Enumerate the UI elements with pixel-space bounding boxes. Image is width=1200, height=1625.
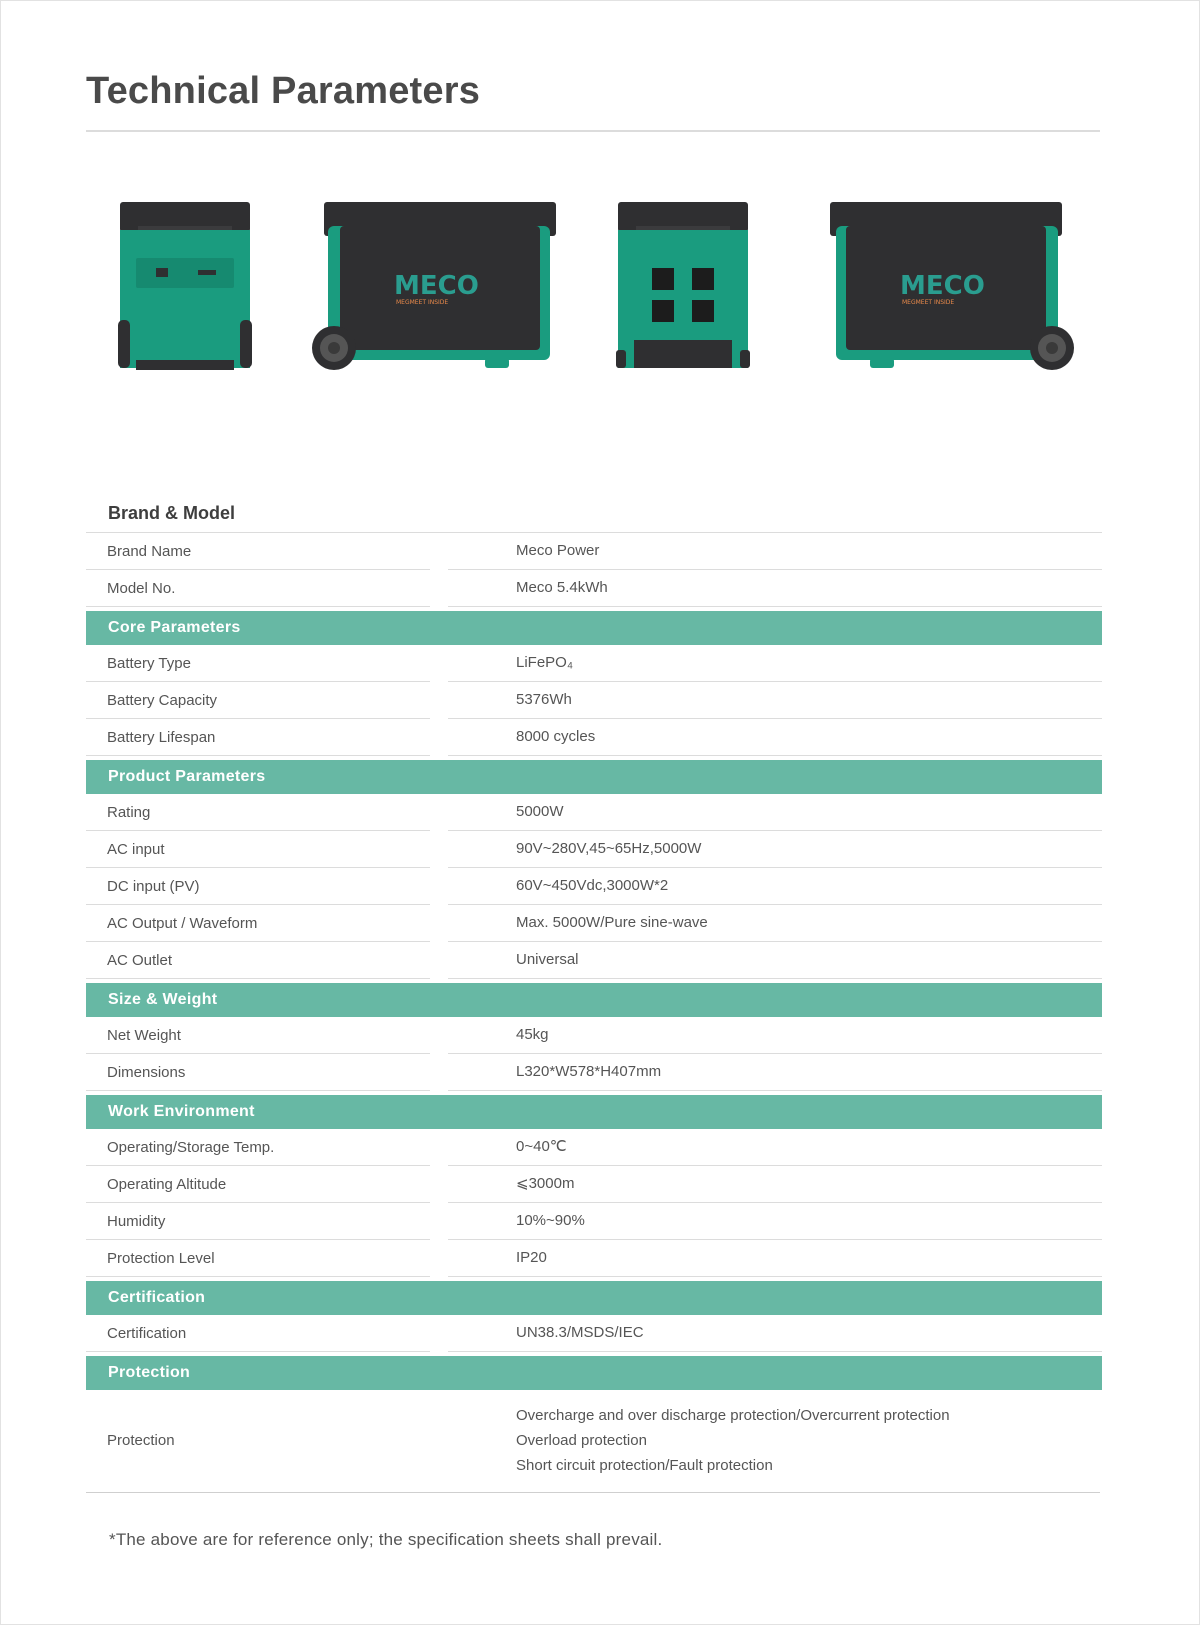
row-value-line: Short circuit protection/Fault protection [516, 1457, 773, 1474]
section-header-core: Core Parameters [86, 611, 1102, 645]
row-label: DC input (PV) [86, 868, 430, 905]
section-header-product: Product Parameters [86, 760, 1102, 794]
table-row [86, 942, 1102, 979]
product-image-back [614, 200, 752, 372]
row-label: Dimensions [86, 1054, 430, 1091]
product-image-front-mirrored [830, 200, 1076, 372]
section-title-brand-model: Brand & Model [86, 488, 1102, 533]
meco-logo-text: MECO [900, 271, 985, 301]
table-row [86, 533, 1102, 570]
section-header-work-environment: Work Environment [86, 1095, 1102, 1129]
footnote: *The above are for reference only; the specification sheets shall prevail. [109, 1530, 663, 1549]
table-row [86, 1166, 1102, 1203]
row-label: Battery Capacity [86, 682, 430, 719]
row-label: AC Output / Waveform [86, 905, 430, 942]
table-bottom-divider [86, 1492, 1100, 1493]
table-row [86, 1315, 1102, 1352]
row-label: Battery Lifespan [86, 719, 430, 756]
row-value: 5376Wh [448, 682, 1102, 719]
row-label: AC Outlet [86, 942, 430, 979]
spec-table [86, 488, 1102, 1492]
row-value: UN38.3/MSDS/IEC [448, 1315, 1102, 1352]
meco-logo-subtext: MEGMEET INSIDE [902, 299, 955, 306]
row-label: Certification [86, 1315, 430, 1352]
row-value-line: Overload protection [516, 1432, 647, 1449]
row-value-line: Overcharge and over discharge protection/Overcurrent protection [516, 1407, 950, 1424]
row-value: 0~40℃ [448, 1129, 1102, 1166]
row-value: 60V~450Vdc,3000W*2 [448, 868, 1102, 905]
table-row [86, 1054, 1102, 1091]
product-image-side [116, 200, 254, 372]
row-label: Operating/Storage Temp. [86, 1129, 430, 1166]
row-value: LiFePO₄ [448, 645, 1102, 682]
table-row [86, 905, 1102, 942]
section-header-certification: Certification [86, 1281, 1102, 1315]
table-row [86, 831, 1102, 868]
page-title: Technical Parameters [86, 70, 481, 112]
table-row [86, 682, 1102, 719]
row-label: AC input [86, 831, 430, 868]
row-value: L320*W578*H407mm [448, 1054, 1102, 1091]
row-value: Meco Power [448, 533, 1102, 570]
section-header-protection: Protection [86, 1356, 1102, 1390]
row-label: Brand Name [86, 533, 430, 570]
row-value: Meco 5.4kWh [448, 570, 1102, 607]
row-value: Max. 5000W/Pure sine-wave [448, 905, 1102, 942]
table-row [86, 570, 1102, 607]
table-row [86, 868, 1102, 905]
row-label: Battery Type [86, 645, 430, 682]
row-value: 90V~280V,45~65Hz,5000W [448, 831, 1102, 868]
table-row [86, 719, 1102, 756]
row-label: Net Weight [86, 1017, 430, 1054]
table-row [86, 1390, 1102, 1492]
meco-logo-subtext: MEGMEET INSIDE [396, 299, 449, 306]
product-image-front [310, 200, 556, 372]
row-value: Universal [448, 942, 1102, 979]
row-value-multiline [448, 1390, 1102, 1492]
row-label: Protection Level [86, 1240, 430, 1277]
row-label: Protection [107, 1432, 175, 1449]
row-label: Operating Altitude [86, 1166, 430, 1203]
row-value: 8000 cycles [448, 719, 1102, 756]
row-value: 5000W [448, 794, 1102, 831]
row-value: 10%~90% [448, 1203, 1102, 1240]
row-value: 45kg [448, 1017, 1102, 1054]
product-image-row [86, 200, 1100, 410]
row-label: Rating [86, 794, 430, 831]
title-divider [86, 130, 1100, 132]
section-header-size-weight: Size & Weight [86, 983, 1102, 1017]
table-row [86, 1129, 1102, 1166]
row-label: Humidity [86, 1203, 430, 1240]
row-value: IP20 [448, 1240, 1102, 1277]
table-row [86, 794, 1102, 831]
meco-logo-text: MECO [394, 271, 479, 301]
table-row [86, 1203, 1102, 1240]
table-row [86, 645, 1102, 682]
row-value: ⩽3000m [448, 1166, 1102, 1203]
table-row [86, 1240, 1102, 1277]
table-row [86, 1017, 1102, 1054]
row-label: Model No. [86, 570, 430, 607]
